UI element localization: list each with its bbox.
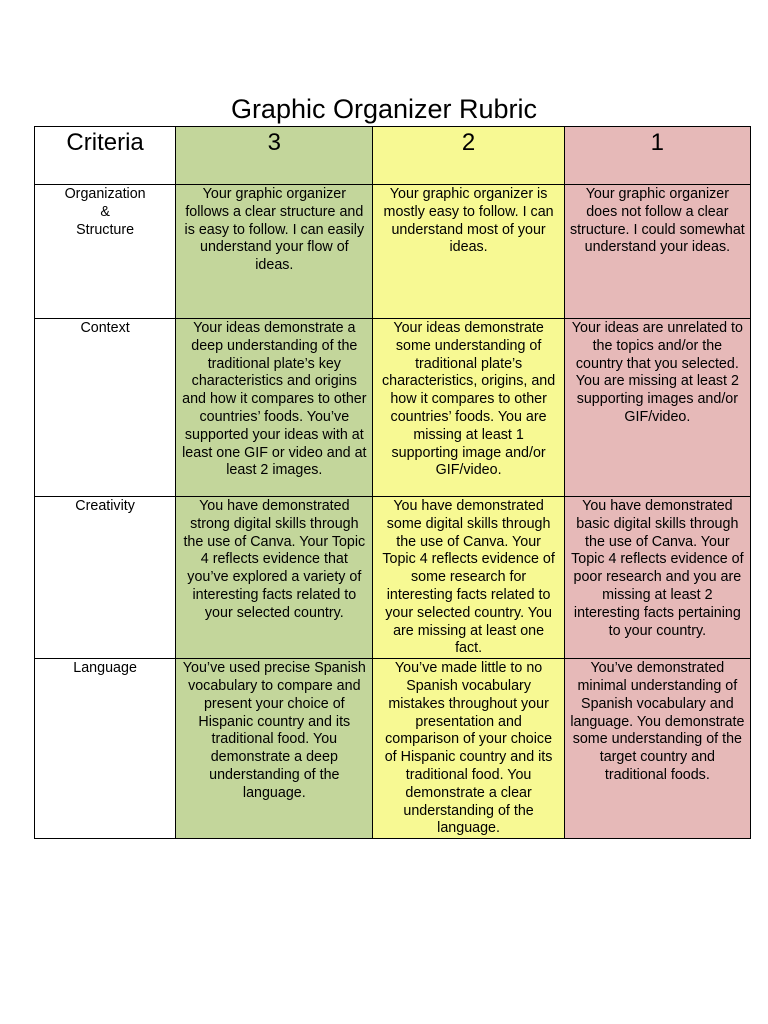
score-1-cell: Your ideas are unrelated to the topics and/or the country that you selected. You are missing at least 2 supporting images and/or GIF/video.	[564, 319, 750, 497]
score-3-cell: Your ideas demonstrate a deep understanding of the traditional plate’s key characteristics and origins and how it compares to other countries’ foods. You’ve supported your ideas with at least one GIF or video and at least 2 images.	[176, 319, 373, 497]
score-2-cell: Your ideas demonstrate some understanding of traditional plate’s characteristics, origins, and how it compares to other countries’ foods. You are missing at least 1 supporting image and/or GIF/video.	[373, 319, 564, 497]
criteria-label-part: Organization	[64, 186, 146, 202]
header-row	[35, 127, 751, 185]
score-3-cell: You’ve used precise Spanish vocabulary to compare and present your choice of Hispanic country and its traditional food. You demonstrate a deep understanding of the language.	[176, 659, 373, 839]
table-row-creativity	[35, 497, 751, 659]
score-3-cell: You have demonstrated strong digital skills through the use of Canva. Your Topic 4 reflects evidence that you’ve explored a variety of interesting facts related to your selected country.	[176, 497, 373, 659]
score-3-header: 3	[176, 127, 373, 185]
criteria-cell: Context	[35, 319, 176, 497]
score-1-cell: You’ve demonstrated minimal understanding of Spanish vocabulary and language. You demonstrate some understanding of the target country and traditional foods.	[564, 659, 750, 839]
score-2-cell: You’ve made little to no Spanish vocabulary mistakes throughout your presentation and comparison of your choice of Hispanic country and its traditional food. You demonstrate a clear understanding of the language.	[373, 659, 564, 839]
score-2-header: 2	[373, 127, 564, 185]
score-3-cell: Your graphic organizer follows a clear structure and is easy to follow. I can easily understand your flow of ideas.	[176, 185, 373, 319]
score-1-cell: Your graphic organizer does not follow a clear structure. I could somewhat understand your ideas.	[564, 185, 750, 319]
criteria-label-part: &	[100, 203, 110, 220]
page-title: Graphic Organizer Rubric	[230, 94, 538, 124]
rubric-table	[34, 126, 751, 839]
score-2-cell: Your graphic organizer is mostly easy to follow. I can understand most of your ideas.	[373, 185, 564, 319]
criteria-cell	[35, 185, 176, 319]
score-1-cell: You have demonstrated basic digital skills through the use of Canva. Your Topic 4 reflects evidence of poor research and you are missing at least 2 interesting facts pertaining to your country.	[564, 497, 750, 659]
criteria-cell: Language	[35, 659, 176, 839]
criteria-label-part: Structure	[76, 221, 135, 238]
criteria-header: Criteria	[35, 127, 176, 185]
table-row-language	[35, 659, 751, 839]
score-2-cell: You have demonstrated some digital skills through the use of Canva. Your Topic 4 reflects evidence of some research for interesting facts related to your selected country. You are missing at least one fact.	[373, 497, 564, 659]
table-row-organization	[35, 185, 751, 319]
table-row-context	[35, 319, 751, 497]
criteria-cell: Creativity	[35, 497, 176, 659]
score-1-header: 1	[564, 127, 750, 185]
